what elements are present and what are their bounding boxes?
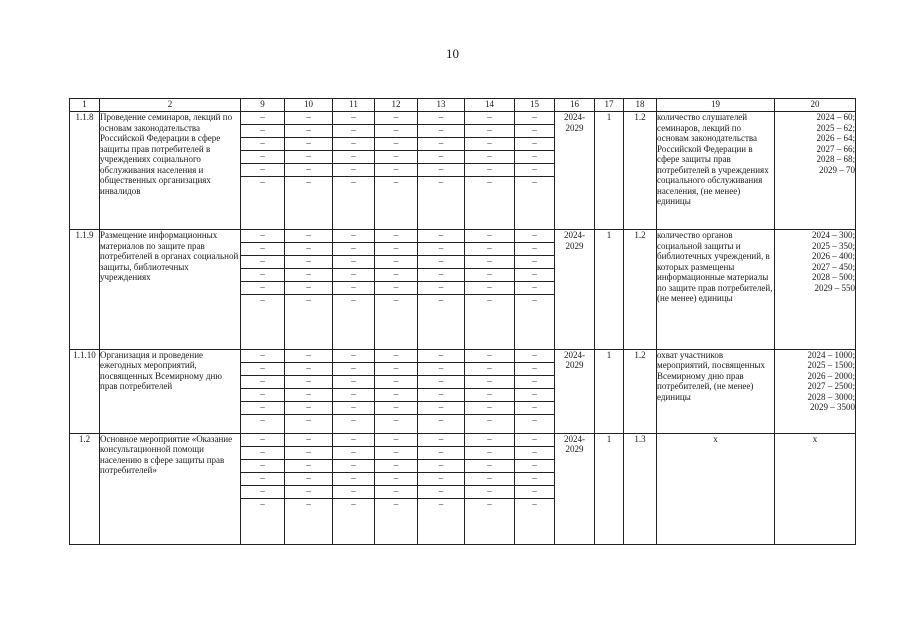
col18-cell: 1.2 [624, 349, 657, 433]
dash-line: – [532, 177, 537, 187]
target-values-cell [775, 349, 856, 433]
target-value: 2027 – 450; [811, 261, 855, 272]
dash-line: – [532, 295, 537, 306]
dash-line: – [515, 460, 554, 473]
dash-line: – [515, 164, 554, 177]
finance-cell [515, 433, 555, 544]
finance-cell [285, 349, 333, 433]
dash-line: – [285, 151, 332, 164]
dash-line: – [285, 460, 332, 473]
dash-line: – [515, 151, 554, 164]
table-row [70, 433, 856, 544]
dash-line: – [241, 230, 284, 243]
dash-line: – [285, 269, 332, 282]
dash-line: – [375, 389, 417, 402]
target-value: 2026 – 64; [816, 133, 855, 143]
header-cell: 19 [657, 99, 775, 112]
dash-line: – [418, 138, 464, 151]
finance-cell [465, 230, 515, 349]
dash-line: – [333, 243, 374, 256]
dash-line: – [393, 295, 399, 306]
program-table [69, 98, 856, 545]
col18-cell: 1.2 [624, 112, 657, 230]
dash-line: – [418, 350, 464, 363]
col17-cell: 1 [595, 230, 624, 349]
dash-stack [465, 112, 514, 189]
target-value: 2024 – 300; [811, 230, 855, 241]
dash-line: – [333, 402, 374, 415]
dash-line: – [465, 473, 514, 486]
dash-line: – [515, 125, 554, 138]
dash-line: – [438, 414, 444, 425]
dash-line: – [418, 402, 464, 415]
dash-line: – [487, 177, 492, 187]
dash-line: – [418, 151, 464, 164]
dash-line: – [260, 498, 265, 509]
dash-line: – [241, 151, 284, 164]
dash-line: – [515, 112, 554, 125]
target-value: 2027 – 66; [816, 143, 855, 154]
activity-name: Организация и проведение ежегодных мероприятий, посвященных Всемирному дню прав потребителей [100, 349, 241, 433]
header-row [70, 99, 856, 112]
dash-line: – [333, 486, 374, 499]
finance-cell [285, 112, 333, 230]
dash-stack [465, 230, 514, 307]
dash-line: – [465, 243, 514, 256]
period-end: 2029 [565, 122, 584, 133]
dash-line: – [465, 486, 514, 499]
dash-line: – [333, 269, 374, 282]
dash-stack [418, 112, 464, 189]
finance-cell [241, 349, 285, 433]
dash-line: – [418, 112, 464, 125]
dash-line: – [241, 363, 284, 376]
dash-line: – [241, 473, 284, 486]
target-value: 2024 – 60; [816, 112, 855, 122]
dash-stack [241, 350, 284, 427]
dash-line: – [285, 256, 332, 269]
finance-cell [418, 112, 465, 230]
dash-line: – [375, 164, 417, 177]
finance-cell [285, 230, 333, 349]
dash-line: – [375, 447, 417, 460]
dash-line: – [375, 460, 417, 473]
activity-name: Основное мероприятие «Оказание консультационной помощи населению в сфере защиты прав потребителей» [100, 433, 241, 544]
target-value: 2029 – 70 [819, 164, 855, 175]
period-start: 2024- [564, 230, 585, 241]
dash-line: – [465, 460, 514, 473]
dash-line: – [285, 376, 332, 389]
header-cell: 12 [375, 99, 418, 112]
dash-stack [465, 434, 514, 511]
col17-cell: 1 [595, 112, 624, 230]
dash-stack [515, 230, 554, 307]
dash-line: – [393, 177, 399, 187]
dash-line: – [333, 434, 374, 447]
dash-line: – [418, 282, 464, 295]
dash-line: – [241, 164, 284, 177]
dash-stack [285, 434, 332, 511]
dash-stack [375, 230, 417, 307]
dash-line: – [515, 282, 554, 295]
dash-stack [333, 112, 374, 189]
dash-stack [515, 434, 554, 511]
dash-line: – [333, 447, 374, 460]
dash-line: – [333, 125, 374, 138]
col17-cell: 1 [595, 349, 624, 433]
table-row [70, 112, 856, 230]
dash-line: – [241, 350, 284, 363]
dash-line: – [375, 256, 417, 269]
finance-cell [333, 349, 375, 433]
dash-line: – [487, 295, 492, 306]
dash-stack [333, 350, 374, 427]
dash-line: – [465, 376, 514, 389]
period-cell [555, 230, 595, 349]
dash-stack [418, 230, 464, 307]
dash-line: – [515, 269, 554, 282]
dash-line: – [285, 473, 332, 486]
finance-cell [515, 230, 555, 349]
dash-line: – [306, 498, 311, 509]
finance-cell [375, 112, 418, 230]
dash-line: – [515, 473, 554, 486]
target-values-cell [775, 112, 856, 230]
page-number: 10 [446, 46, 459, 61]
dash-line: – [375, 402, 417, 415]
dash-line: – [487, 498, 492, 509]
dash-line: – [241, 460, 284, 473]
target-value: 2025 – 62; [816, 122, 855, 133]
dash-line: – [465, 350, 514, 363]
dash-line: – [333, 473, 374, 486]
indicator-cell: количество органов социальной защиты и библиотечных учреждений, в которых размещены информационные материалы по защите прав потребителей, (не менее) единицы [657, 230, 775, 349]
header-cell: 20 [775, 99, 856, 112]
dash-line: – [375, 486, 417, 499]
dash-line: – [418, 447, 464, 460]
dash-line: – [465, 269, 514, 282]
dash-stack [333, 434, 374, 511]
dash-line: – [241, 256, 284, 269]
dash-line: – [285, 486, 332, 499]
finance-cell [241, 433, 285, 544]
dash-line: – [285, 350, 332, 363]
finance-cell [333, 112, 375, 230]
dash-line: – [333, 164, 374, 177]
dash-line: – [285, 447, 332, 460]
dash-line: – [515, 256, 554, 269]
dash-line: – [241, 282, 284, 295]
dash-line: – [393, 414, 399, 425]
dash-line: – [306, 414, 311, 425]
dash-line: – [375, 269, 417, 282]
dash-line: – [285, 243, 332, 256]
dash-line: – [418, 434, 464, 447]
dash-line: – [532, 414, 537, 425]
dash-line: – [285, 363, 332, 376]
header-cell: 18 [624, 99, 657, 112]
dash-line: – [418, 363, 464, 376]
finance-cell [333, 433, 375, 544]
dash-line: – [465, 447, 514, 460]
finance-cell [375, 230, 418, 349]
finance-cell [515, 112, 555, 230]
target-value: 2026 – 400; [811, 251, 855, 262]
indicator-cell: охват участников мероприятий, посвященных Всемирному дню прав потребителей, (не менее) единицы [657, 349, 775, 433]
dash-line: – [241, 447, 284, 460]
header-cell: 9 [241, 99, 285, 112]
dash-line: – [260, 295, 265, 306]
table-row [70, 349, 856, 433]
target-value: 2029 – 3500 [810, 402, 855, 413]
dash-stack [241, 434, 284, 511]
dash-line: – [515, 363, 554, 376]
target-value: 2027 – 2500; [807, 381, 855, 392]
dash-line: – [260, 177, 265, 187]
dash-line: – [241, 269, 284, 282]
col18-cell: 1.3 [624, 433, 657, 544]
dash-stack [241, 112, 284, 189]
dash-line: – [306, 295, 311, 306]
dash-line: – [285, 112, 332, 125]
dash-line: – [375, 282, 417, 295]
dash-line: – [241, 389, 284, 402]
dash-line: – [285, 164, 332, 177]
dash-line: – [351, 498, 356, 509]
dash-line: – [333, 282, 374, 295]
dash-line: – [241, 138, 284, 151]
dash-line: – [285, 434, 332, 447]
dash-line: – [375, 138, 417, 151]
header-cell: 11 [333, 99, 375, 112]
dash-line: – [285, 138, 332, 151]
dash-line: – [351, 295, 356, 306]
indicator-cell: количество слушателей семинаров, лекций по основам законодательства Российской Федерации в сфере защиты прав потребителей в учреждениях социального обслуживания населения, (не менее) единицы [657, 112, 775, 230]
dash-line: – [333, 256, 374, 269]
dash-stack [285, 112, 332, 189]
dash-line: – [375, 112, 417, 125]
period-end: 2029 [565, 240, 584, 251]
finance-cell [375, 433, 418, 544]
dash-line: – [375, 363, 417, 376]
period-cell [555, 112, 595, 230]
dash-line: – [465, 434, 514, 447]
dash-line: – [515, 434, 554, 447]
header-cell: 1 [70, 99, 100, 112]
dash-line: – [285, 389, 332, 402]
row-number: 1.2 [70, 433, 100, 544]
dash-line: – [515, 389, 554, 402]
table-row [70, 230, 856, 349]
dash-line: – [260, 414, 265, 425]
period-end: 2029 [565, 360, 584, 371]
col17-cell: 1 [595, 433, 624, 544]
dash-line: – [375, 434, 417, 447]
period-start: 2024- [564, 349, 585, 360]
dash-stack [418, 434, 464, 511]
dash-line: – [515, 350, 554, 363]
dash-line: – [241, 376, 284, 389]
finance-cell [333, 230, 375, 349]
finance-cell [465, 349, 515, 433]
header-cell: 2 [100, 99, 241, 112]
finance-cell [465, 112, 515, 230]
target-values-cell: х [775, 433, 856, 544]
dash-line: – [418, 389, 464, 402]
dash-line: – [418, 460, 464, 473]
dash-line: – [333, 151, 374, 164]
dash-line: – [438, 295, 444, 306]
dash-line: – [487, 414, 492, 425]
header-cell: 17 [595, 99, 624, 112]
dash-stack [515, 350, 554, 427]
dash-line: – [418, 125, 464, 138]
dash-stack [465, 350, 514, 427]
finance-cell [241, 230, 285, 349]
finance-cell [465, 433, 515, 544]
dash-line: – [285, 402, 332, 415]
dash-line: – [333, 389, 374, 402]
dash-stack [418, 350, 464, 427]
finance-cell [285, 433, 333, 544]
dash-stack [285, 350, 332, 427]
dash-line: – [285, 125, 332, 138]
dash-stack [515, 112, 554, 189]
dash-line: – [375, 151, 417, 164]
dash-line: – [465, 125, 514, 138]
dash-line: – [241, 243, 284, 256]
col18-cell: 1.2 [624, 230, 657, 349]
dash-line: – [515, 243, 554, 256]
dash-line: – [465, 282, 514, 295]
dash-line: – [241, 125, 284, 138]
dash-line: – [438, 498, 444, 509]
dash-line: – [418, 486, 464, 499]
dash-line: – [515, 138, 554, 151]
dash-line: – [333, 363, 374, 376]
dash-line: – [306, 177, 311, 187]
dash-line: – [333, 376, 374, 389]
dash-line: – [333, 138, 374, 151]
finance-cell [418, 230, 465, 349]
dash-line: – [351, 414, 356, 425]
dash-line: – [465, 363, 514, 376]
dash-line: – [515, 447, 554, 460]
header-cell: 15 [515, 99, 555, 112]
dash-line: – [465, 164, 514, 177]
dash-line: – [375, 473, 417, 486]
dash-line: – [418, 473, 464, 486]
dash-line: – [241, 402, 284, 415]
target-value: 2028 – 3000; [807, 391, 855, 402]
dash-line: – [418, 230, 464, 243]
target-value: 2024 – 1000; [807, 349, 855, 360]
activity-name: Размещение информационных материалов по защите прав потребителей в органах социальной защиты, библиотечных учреждениях [100, 230, 241, 349]
dash-line: – [393, 498, 399, 509]
dash-stack [241, 230, 284, 307]
row-number: 1.1.9 [70, 230, 100, 349]
header-cell: 10 [285, 99, 333, 112]
dash-line: – [418, 164, 464, 177]
dash-line: – [375, 376, 417, 389]
dash-line: – [515, 230, 554, 243]
dash-line: – [465, 230, 514, 243]
dash-line: – [418, 376, 464, 389]
finance-cell [241, 112, 285, 230]
dash-line: – [375, 243, 417, 256]
dash-line: – [515, 402, 554, 415]
dash-line: – [351, 177, 356, 187]
indicator-cell: х [657, 433, 775, 544]
target-value: 2026 – 2000; [807, 370, 855, 381]
dash-line: – [241, 486, 284, 499]
header-cell: 16 [555, 99, 595, 112]
finance-cell [418, 349, 465, 433]
dash-line: – [465, 389, 514, 402]
period-start: 2024- [564, 433, 585, 444]
dash-line: – [241, 434, 284, 447]
dash-line: – [241, 112, 284, 125]
dash-stack [333, 230, 374, 307]
dash-line: – [465, 151, 514, 164]
period-end: 2029 [565, 444, 584, 455]
dash-line: – [465, 138, 514, 151]
target-value: 2025 – 1500; [807, 360, 855, 371]
dash-stack [375, 350, 417, 427]
period-cell [555, 349, 595, 433]
dash-line: – [438, 177, 444, 187]
dash-line: – [333, 112, 374, 125]
dash-stack [375, 112, 417, 189]
target-value: 2029 – 550 [814, 282, 855, 293]
activity-name: Проведение семинаров, лекций по основам законодательства Российской Федерации в сфере защиты прав потребителей в учреждениях социального обслуживания населения и общественных организациях инвалидов [100, 112, 241, 230]
dash-line: – [375, 125, 417, 138]
target-value: 2028 – 500; [811, 272, 855, 283]
dash-line: – [333, 230, 374, 243]
dash-line: – [375, 230, 417, 243]
dash-line: – [515, 486, 554, 499]
dash-line: – [465, 402, 514, 415]
finance-cell [375, 349, 418, 433]
dash-line: – [465, 256, 514, 269]
dash-stack [375, 434, 417, 511]
dash-line: – [418, 269, 464, 282]
dash-stack [285, 230, 332, 307]
dash-line: – [333, 350, 374, 363]
dash-line: – [532, 498, 537, 509]
row-number: 1.1.10 [70, 349, 100, 433]
dash-line: – [285, 230, 332, 243]
period-cell [555, 433, 595, 544]
dash-line: – [418, 256, 464, 269]
target-value: 2025 – 350; [811, 240, 855, 251]
dash-line: – [418, 243, 464, 256]
header-cell: 13 [418, 99, 465, 112]
header-cell: 14 [465, 99, 515, 112]
dash-line: – [515, 376, 554, 389]
row-number: 1.1.8 [70, 112, 100, 230]
target-values-cell [775, 230, 856, 349]
dash-line: – [465, 112, 514, 125]
dash-line: – [285, 282, 332, 295]
target-value: 2028 – 68; [816, 154, 855, 164]
finance-cell [515, 349, 555, 433]
period-start: 2024- [564, 112, 585, 122]
finance-cell [418, 433, 465, 544]
dash-line: – [375, 350, 417, 363]
dash-line: – [333, 460, 374, 473]
